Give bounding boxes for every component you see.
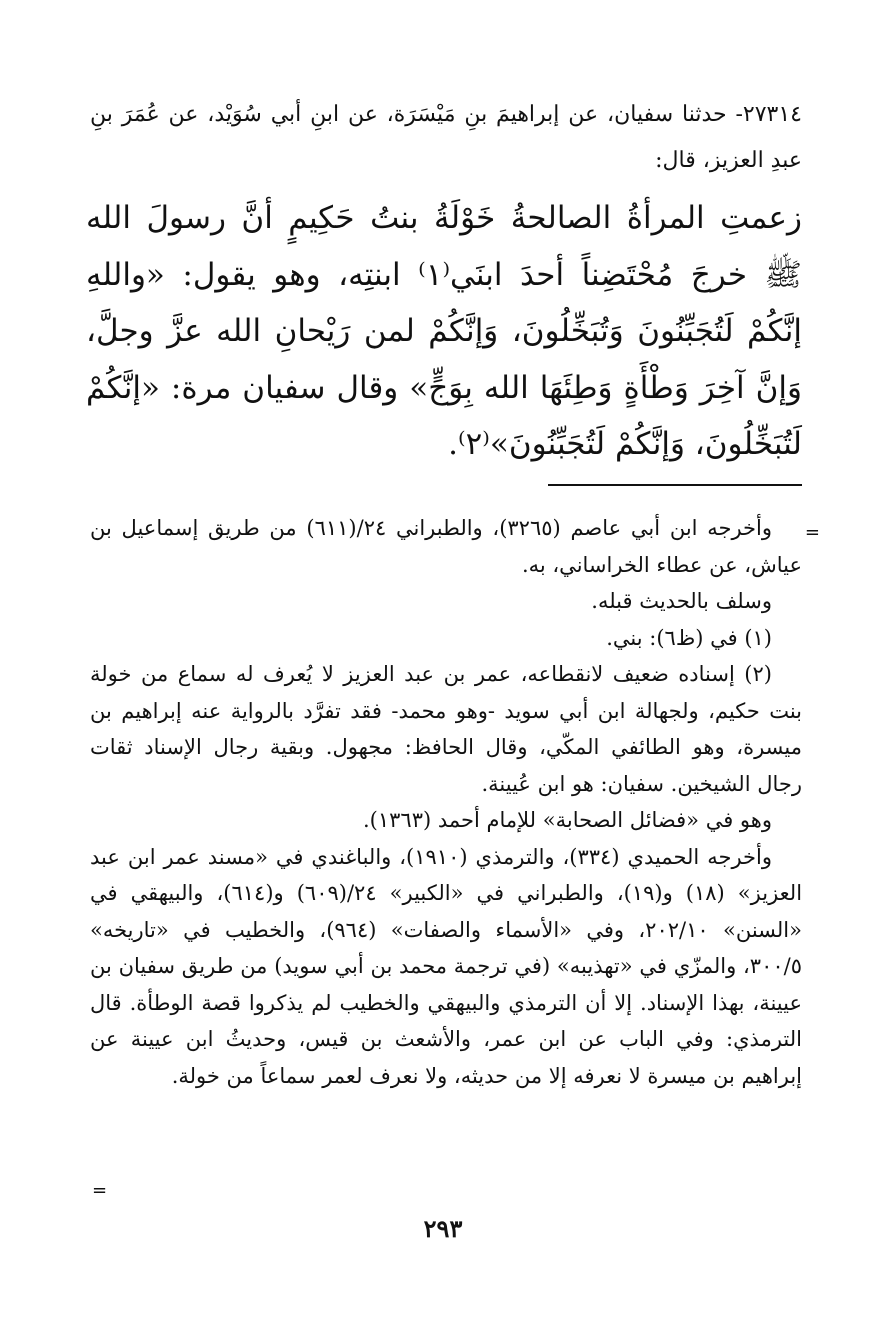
footnote-paragraph: وهو في «فضائل الصحابة» للإمام أحمد (١٣٦٣).	[362, 808, 772, 832]
footnote-continued-paragraph: وأخرجه ابن أبي عاصم (٣٢٦٥)، والطبراني ٢٤/(٦١١) من طريق إسماعيل بن عياش، عن عطاء الخراساني، به.	[90, 516, 802, 577]
page-number: ٢٩٣	[423, 1214, 463, 1243]
continuation-mark-end: =	[92, 1180, 108, 1201]
continuation-mark-start: =	[804, 522, 820, 543]
footnote-paragraph: وأخرجه الحميدي (٣٣٤)، والترمذي (١٩١٠)، والباغندي في «مسند عمر ابن عبد العزيز» (١٨) و(١٩)، والطبراني في «الكبير» ٢٤/(٦٠٩) و(٦١٤)، والبيهقي في «السنن» ٢٠٢/١٠، وفي «الأسماء والصفات» (٩٦٤)، والخطيب في «تاريخه» ٣٠٠/٥، والمزّي في «تهذيبه» (في ترجمة محمد بن أبي سويد) من طريق سفيان بن عيينة، بهذا الإسناد. إلا أن الترمذي والبيهقي والخطيب لم يذكروا قصة الوطأة. قال الترمذي: وفي الباب عن ابن عمر، والأشعث بن قيس، وحديثُ ابن عيينة عن إبراهيم بن ميسرة لا نعرفه إلا من حديثه، ولا نعرف لعمر سماعاً من خولة.	[90, 844, 803, 1088]
hadith-main-text: زعمتِ المرأةُ الصالحةُ خَوْلَةُ بنتُ حَكِيمٍ أنَّ رسولَ الله ﷺ خرجَ مُحْتَضِناً أحدَ ابنَي⁽١⁾ ابنتِه، وهو يقول: «واللهِ إنَّكُمْ لَتُجَبِّنُونَ وَتُبَخِّلُونَ، وَإنَّكُمْ لمن رَيْحانِ الله عزَّ وجلَّ، وَإنَّ آخِرَ وَطْأَةٍ وَطِئَهَا الله بِوَجٍّ» وقال سفيان مرة: «إنَّكُمْ لَتُبَخِّلُونَ، وَإنَّكُمْ لَتُجَبِّنُونَ»⁽٢⁾.	[86, 200, 802, 462]
footnote-paragraph: وسلف بالحديث قبله.	[591, 589, 772, 613]
footnote-divider	[548, 484, 802, 486]
footnotes-section	[90, 510, 802, 1094]
footnote-1: (١) في (ظ٦): بني.	[606, 625, 772, 650]
footnote-2: (٢) إسناده ضعيف لانقطاعه، عمر بن عبد العزيز لا يُعرف له سماع من خولة بنت حكيم، ولجهالة ابن أبي سويد -وهو محمد- فقد تفرَّد بالرواية عنه إبراهيم بن ميسرة، وهو الطائفي المكّي، وقال الحافظ: مجهول. وبقية رجال الإسناد ثقات رجال الشيخين. سفيان: هو ابن عُيينة.	[90, 662, 802, 796]
hadith-isnad-header: ٢٧٣١٤- حدثنا سفيان، عن إبراهيمَ بنِ مَيْسَرَة، عن ابنِ أبي سُوَيْد، عن عُمَرَ بنِ عبدِ العزيز، قال:	[90, 102, 802, 173]
